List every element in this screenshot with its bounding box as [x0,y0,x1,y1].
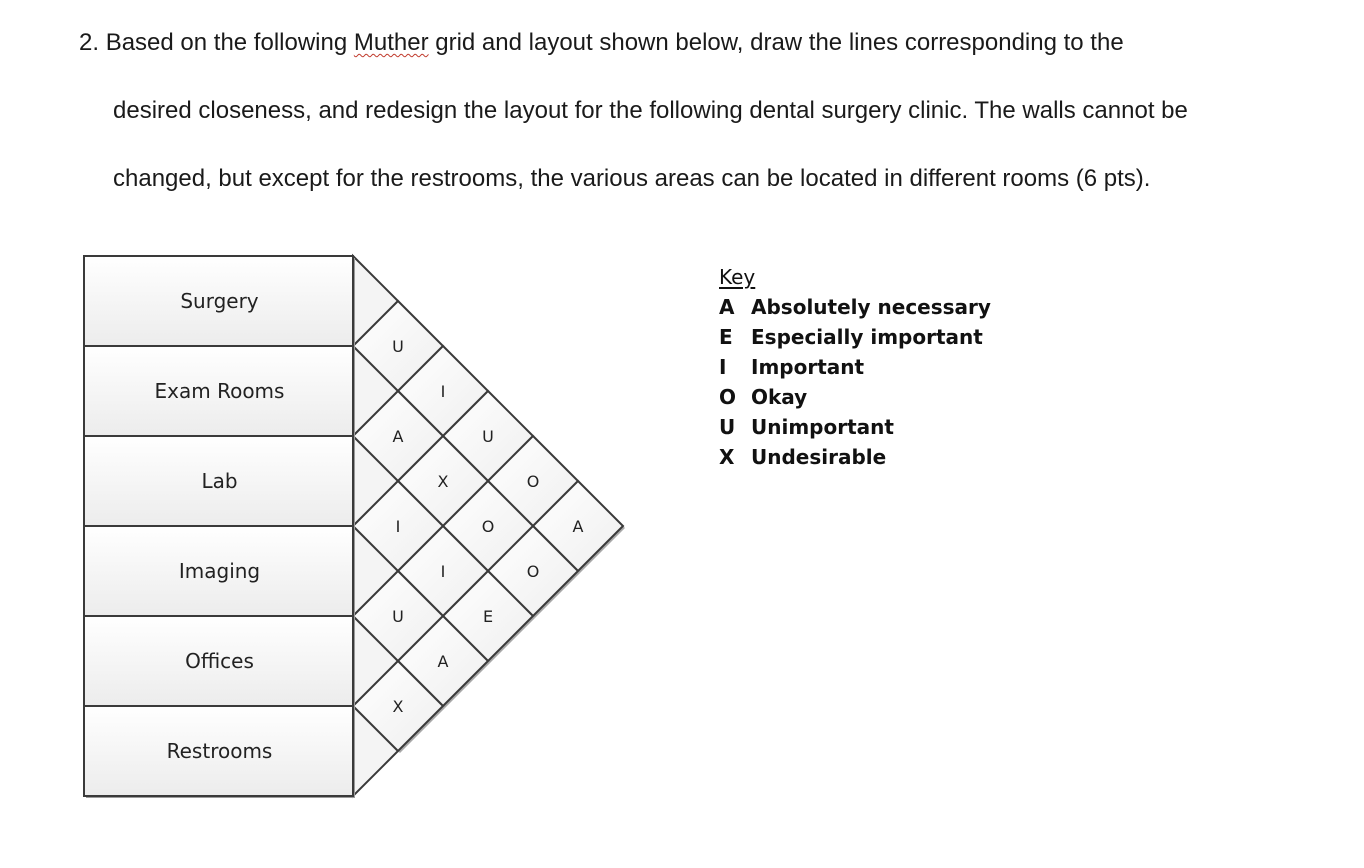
rating-label: A [572,517,584,536]
key-meaning: Unimportant [751,415,894,439]
key-legend [719,262,991,472]
rating-label: O [526,472,540,491]
rating-label: U [482,427,494,446]
question-line-2: desired closeness, and redesign the layout for the following dental surgery clinic. The walls cannot be [113,97,1188,124]
question-text-part-1: Based on the following [105,29,348,56]
key-item [719,442,991,472]
key-item [719,412,991,442]
department-label: Lab [201,469,238,493]
rating-label: O [481,517,495,536]
department-label: Imaging [178,559,261,583]
key-meaning: Especially important [751,325,983,349]
key-code: I [719,355,727,379]
rating-label: A [392,427,404,446]
department-label: Restrooms [166,739,273,763]
question-number: 2. [79,29,100,56]
rating-label: I [395,517,401,536]
key-code: U [719,415,736,439]
key-item [719,322,991,352]
department-label: Surgery [180,289,259,313]
rating-label: I [440,562,446,581]
key-item [719,382,991,412]
key-meaning: Undesirable [751,445,887,469]
rating-label: I [440,382,446,401]
question-text-part-2: grid and layout shown below, draw the lines corresponding to the [435,29,1124,56]
rating-label: A [437,652,449,671]
key-meaning: Absolutely necessary [751,295,991,319]
key-code: A [719,295,735,319]
department-label: Exam Rooms [154,379,285,403]
key-code: O [719,385,737,409]
key-item [719,352,991,382]
key-meaning: Okay [751,385,808,409]
rating-label: O [526,562,540,581]
rating-label: X [437,472,449,491]
rating-label: U [392,337,404,356]
rating-label: U [392,607,404,626]
spellcheck-flagged-word: Muther [353,29,429,56]
rating-label: E [482,607,494,626]
key-code: X [719,445,735,469]
question-line-3: changed, but except for the restrooms, the various areas can be located in different rooms (6 pts). [113,165,1151,192]
rating-label: X [392,697,404,716]
key-meaning: Important [751,355,865,379]
department-label: Offices [185,649,254,673]
key-item [719,292,991,322]
key-title: Key [719,265,756,289]
key-code: E [719,325,733,349]
